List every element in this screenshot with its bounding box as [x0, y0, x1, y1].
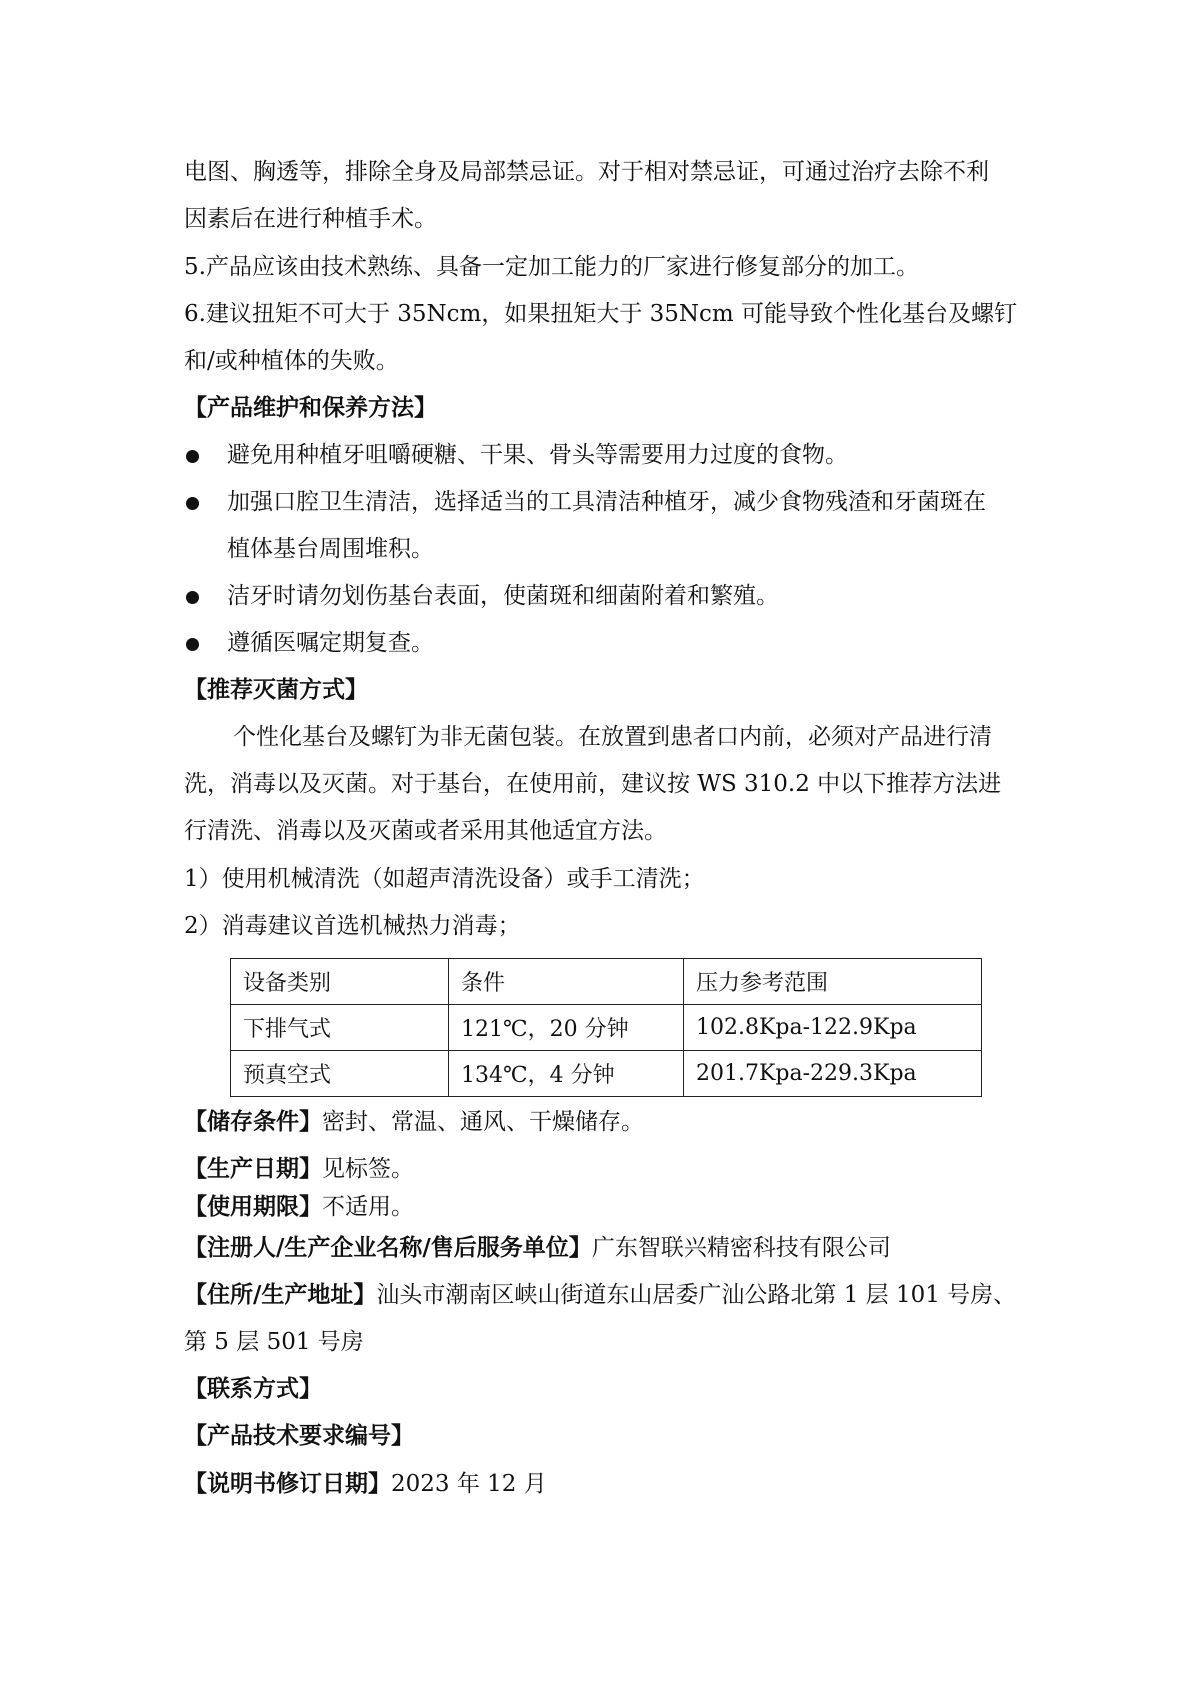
table-cell: 134℃，4 分钟	[449, 1051, 684, 1097]
table-row	[231, 1051, 982, 1097]
storage-line	[184, 1107, 644, 1137]
table-row	[231, 1005, 982, 1051]
numbered-item-6: 6.建议扭矩不可大于 35Ncm，如果扭矩大于 35Ncm 可能导致个性化基台及螺钉	[184, 301, 1018, 327]
bullet-item-cont: 植体基台周围堆积。	[227, 536, 434, 562]
registrant-value: 广东智联兴精密科技有限公司	[591, 1235, 891, 1261]
bullet-icon	[186, 591, 199, 604]
table-header-cell: 设备类别	[231, 959, 449, 1005]
sterilization-table	[230, 958, 982, 1097]
bullet-item: 加强口腔卫生清洁，选择适当的工具清洁种植牙，减少食物残渣和牙菌斑在	[227, 489, 986, 515]
table-header-cell: 压力参考范围	[684, 959, 982, 1005]
revision-label: 【说明书修订日期】	[184, 1470, 391, 1497]
expiry-value: 不适用。	[322, 1194, 414, 1220]
section-heading-maintenance: 【产品维护和保养方法】	[184, 394, 437, 421]
section-heading-sterilization: 【推荐灭菌方式】	[184, 676, 368, 703]
address-line-cont: 第 5 层 501 号房	[184, 1329, 364, 1355]
table-cell: 下排气式	[231, 1005, 449, 1051]
address-line	[184, 1280, 1016, 1310]
production-date-label: 【生产日期】	[184, 1155, 322, 1182]
numbered-item-5: 5.产品应该由技术熟练、具备一定加工能力的厂家进行修复部分的加工。	[184, 254, 919, 280]
bullet-icon	[186, 638, 199, 651]
table-header-cell: 条件	[449, 959, 684, 1005]
step-1: 1）使用机械清洗（如超声清洗设备）或手工清洗；	[184, 866, 705, 892]
revision-value: 2023 年 12 月	[391, 1471, 547, 1497]
paragraph-line: 因素后在进行种植手术。	[184, 206, 437, 232]
address-value: 汕头市潮南区峡山街道东山居委广汕公路北第 1 层 101 号房、	[376, 1282, 1017, 1308]
expiry-label: 【使用期限】	[184, 1193, 322, 1220]
storage-label: 【储存条件】	[184, 1108, 322, 1135]
tech-requirements-label: 【产品技术要求编号】	[184, 1422, 414, 1449]
bullet-icon	[186, 497, 199, 510]
paragraph-line: 电图、胸透等，排除全身及局部禁忌证。对于相对禁忌证，可通过治疗去除不利	[184, 159, 989, 185]
paragraph-line: 个性化基台及螺钉为非无菌包装。在放置到患者口内前，必须对产品进行清	[233, 724, 992, 750]
table-cell: 201.7Kpa-229.3Kpa	[684, 1051, 982, 1097]
table-cell: 102.8Kpa-122.9Kpa	[684, 1005, 982, 1051]
bullet-item: 遵循医嘱定期复查。	[227, 630, 434, 656]
paragraph-line: 洗，消毒以及灭菌。对于基台，在使用前，建议按 WS 310.2 中以下推荐方法进	[184, 771, 1002, 797]
bullet-item: 避免用种植牙咀嚼硬糖、干果、骨头等需要用力过度的食物。	[227, 442, 848, 468]
step-2: 2）消毒建议首选机械热力消毒；	[184, 913, 521, 939]
table-cell: 121℃，20 分钟	[449, 1005, 684, 1051]
registrant-line	[184, 1233, 891, 1263]
production-date-line	[184, 1154, 414, 1184]
bullet-icon	[186, 450, 199, 463]
revision-line	[184, 1469, 547, 1499]
table-cell: 预真空式	[231, 1051, 449, 1097]
numbered-item-6-cont: 和/或种植体的失败。	[184, 348, 399, 374]
address-label: 【住所/生产地址】	[184, 1281, 377, 1308]
production-date-value: 见标签。	[322, 1156, 414, 1182]
table-header-row	[231, 959, 982, 1005]
bullet-item: 洁牙时请勿划伤基台表面，使菌斑和细菌附着和繁殖。	[227, 583, 779, 609]
expiry-line	[184, 1192, 414, 1222]
paragraph-line: 行清洗、消毒以及灭菌或者采用其他适宜方法。	[184, 818, 667, 844]
registrant-label: 【注册人/生产企业名称/售后服务单位】	[184, 1234, 592, 1261]
storage-value: 密封、常温、通风、干燥储存。	[322, 1109, 644, 1135]
contact-label: 【联系方式】	[184, 1375, 322, 1402]
